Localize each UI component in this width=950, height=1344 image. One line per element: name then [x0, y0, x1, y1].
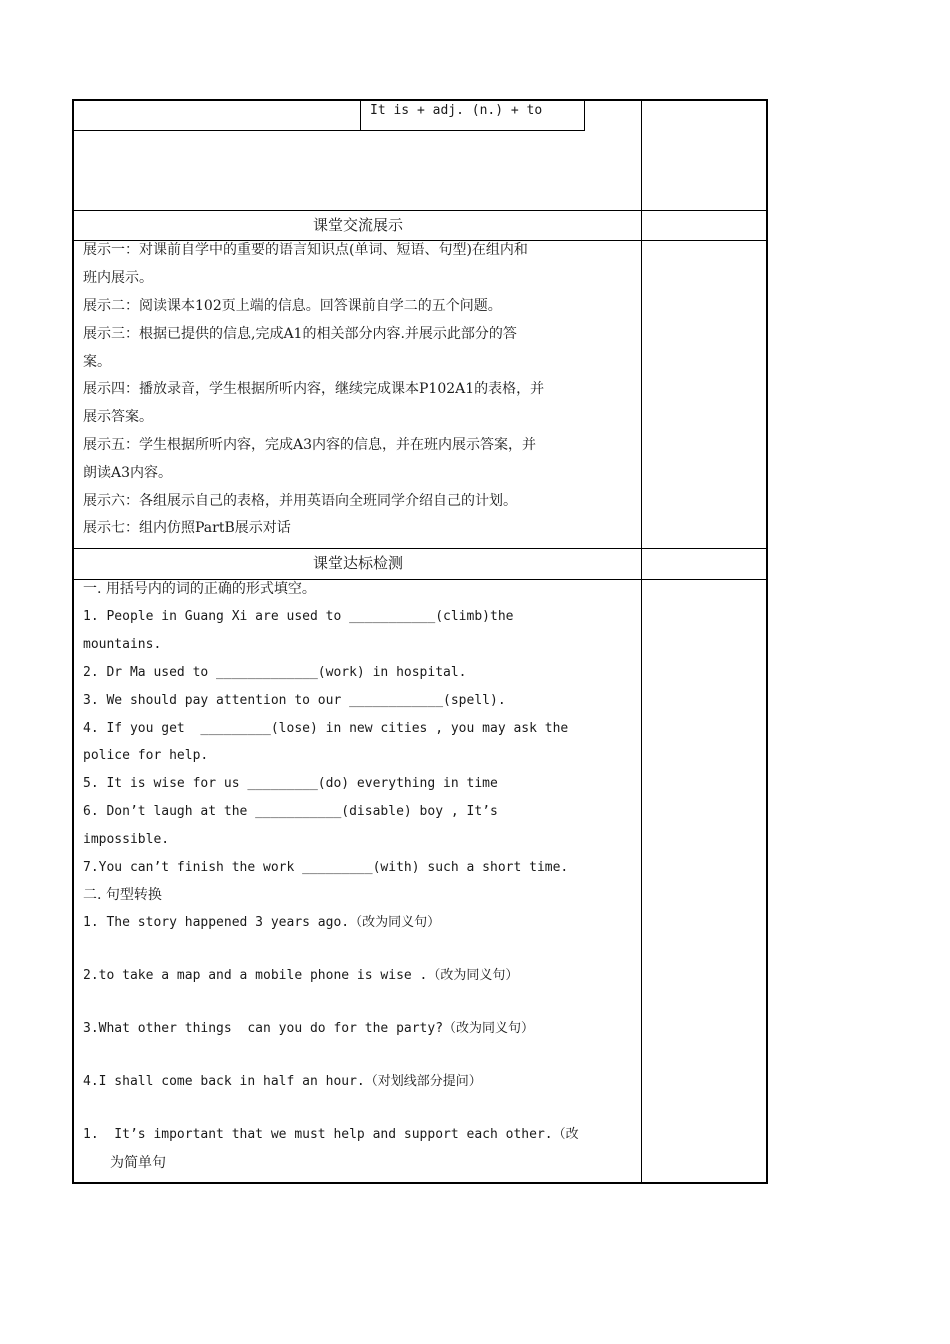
fill-blank-line: 1. People in Guang Xi are used to ___________(climb)the	[83, 609, 514, 624]
section1-line: 展示答案。	[83, 409, 153, 425]
section1-line: 展示五：学生根据所听内容，完成A3内容的信息，并在班内展示答案，并	[83, 437, 537, 453]
fill-blank-line: mountains.	[83, 637, 162, 652]
transform-line: 为简单句	[110, 1155, 166, 1171]
transform-line: 2.to take a map and a mobile phone is wise .（改为同义句）	[83, 968, 519, 983]
section2-title: 课堂达标检测	[312, 554, 403, 572]
transform-line: 3.What other things can you do for the party?（改为同义句）	[83, 1021, 535, 1036]
fill-blank-line: 2. Dr Ma used to _____________(work) in hospital.	[83, 665, 467, 680]
fill-blank-line: impossible.	[83, 832, 170, 847]
section1-title: 课堂交流展示	[312, 216, 403, 234]
section1-line: 展示二：阅读课本102页上端的信息。回答课前自学二的五个问题。	[83, 298, 502, 314]
part1-heading: 一. 用括号内的词的正确的形式填空。	[83, 581, 316, 597]
inner-box-right	[584, 100, 585, 131]
fill-blank-line: 3. We should pay attention to our ____________(spell).	[83, 693, 506, 708]
section1-line: 展示一：对课前自学中的重要的语言知识点(单词、短语、句型)在组内和	[83, 242, 528, 258]
sentence-pattern: It is + adj. (n.) + to	[370, 103, 543, 118]
section1-line: 展示七：组内仿照PartB展示对话	[83, 520, 291, 536]
section1-line: 展示四：播放录音，学生根据所听内容，继续完成课本P102A1的表格，并	[83, 381, 545, 397]
section1-line: 展示六：各组展示自己的表格，并用英语向全班同学介绍自己的计划。	[83, 493, 517, 509]
section1-line: 班内展示。	[83, 270, 153, 286]
fill-blank-line: 6. Don’t laugh at the ___________(disable) boy , It’s	[83, 804, 498, 819]
transform-line: 1. It’s important that we must help and support each other.（改	[83, 1127, 579, 1142]
top-row-divider	[74, 130, 585, 131]
fill-blank-line: 4. If you get _________(lose) in new cities , you may ask the	[83, 721, 569, 736]
section1-line: 朗读A3内容。	[83, 465, 173, 481]
section1-line: 展示三：根据已提供的信息,完成A1的相关部分内容.并展示此部分的答	[83, 326, 517, 342]
transform-line: 4.I shall come back in half an hour.（对划线部分提问）	[83, 1074, 482, 1089]
transform-line: 1. The story happened 3 years ago.（改为同义句）	[83, 915, 441, 930]
fill-blank-line: police for help.	[83, 748, 209, 763]
section1-line: 案。	[83, 354, 111, 370]
fill-blank-line: 5. It is wise for us _________(do) everything in time	[83, 776, 498, 791]
notes-column-divider	[641, 100, 642, 1183]
part2-heading: 二. 句型转换	[83, 887, 162, 903]
fill-blank-line: 7.You can’t finish the work _________(with) such a short time.	[83, 860, 569, 875]
inner-box-left	[360, 100, 361, 131]
